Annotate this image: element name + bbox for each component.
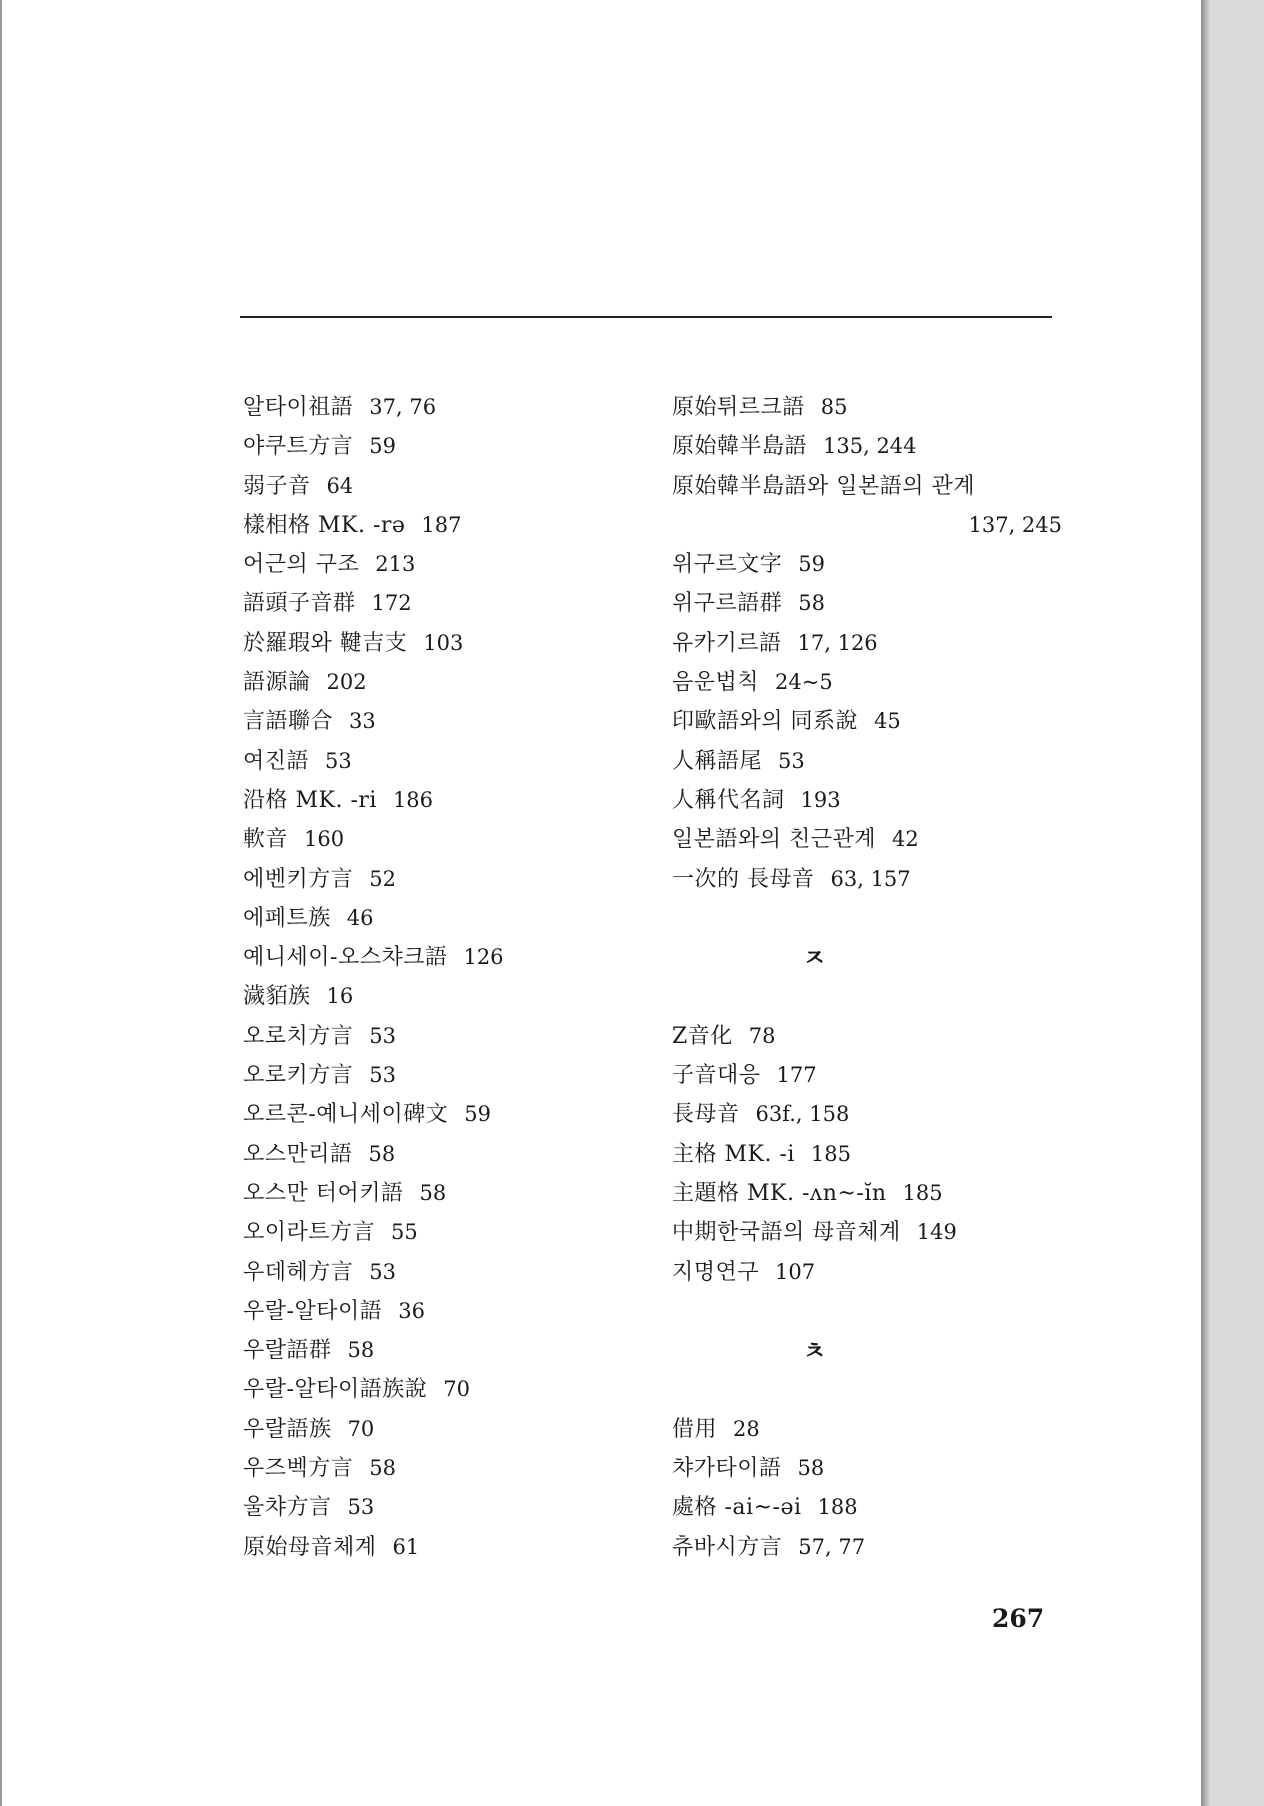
index-entry: [672, 1449, 1072, 1488]
index-entry: [672, 584, 1072, 623]
index-term: 軟音: [243, 827, 289, 853]
index-entry: [243, 467, 653, 506]
index-term: 主格 MK. -i: [672, 1141, 795, 1167]
index-entry: [672, 742, 1072, 781]
index-entry: [243, 1213, 653, 1252]
index-page-ref: 42: [892, 827, 919, 852]
index-term: 濊貊族: [243, 984, 311, 1010]
index-term: 우랄語群: [243, 1338, 332, 1364]
index-page-ref: 59: [369, 434, 396, 459]
index-term: 지명연구: [672, 1259, 760, 1285]
index-term: 弱子音: [243, 473, 311, 499]
index-term: 子音대응: [672, 1063, 761, 1089]
section-heading: ㅊ: [802, 1336, 827, 1366]
index-term: 主題格 MK. -ʌn~-ĭn: [672, 1180, 887, 1206]
index-term: 우랄-알타이語: [243, 1298, 383, 1324]
index-page-ref: 59: [464, 1102, 491, 1127]
index-term: 울챠方言: [243, 1495, 332, 1521]
index-term: 處格 -ai~-əi: [672, 1495, 802, 1521]
index-entry: [672, 1056, 1072, 1095]
index-term: 어근의 구조: [243, 552, 360, 578]
index-term: 음운법칙: [672, 670, 760, 696]
index-entry: [243, 1331, 653, 1370]
index-entry: [243, 663, 653, 702]
index-entry: [243, 702, 653, 741]
index-entry: [243, 820, 653, 859]
index-entry: [243, 1017, 653, 1056]
index-entry: [672, 820, 1072, 859]
index-entry: [672, 781, 1072, 820]
index-term: 우데헤方言: [243, 1259, 354, 1285]
index-term: 一次的 長母音: [672, 866, 815, 892]
index-page-ref: 137, 245: [968, 512, 1062, 537]
index-page-ref: 53: [369, 1259, 396, 1284]
index-entry: [243, 1449, 653, 1488]
index-entry: [672, 1213, 1072, 1252]
index-entry: [243, 388, 653, 427]
index-term: 原始韓半島語: [672, 434, 808, 460]
index-entry: [243, 1135, 653, 1174]
index-page-ref: 187: [421, 512, 462, 537]
index-entry: [672, 467, 1072, 506]
index-term: 印歐語와의 同系說: [672, 709, 858, 735]
header-rule: [240, 316, 1052, 318]
index-page-ref: 58: [369, 1456, 396, 1481]
index-page-ref: 33: [349, 709, 376, 734]
index-entry: [672, 1135, 1072, 1174]
section-gap: [672, 977, 1072, 1016]
index-page-ref: 58: [347, 1338, 375, 1363]
index-term: 위구르語群: [672, 591, 783, 617]
index-entry: [243, 584, 653, 623]
index-page-ref: 53: [369, 1023, 396, 1048]
index-entry: [672, 702, 1072, 741]
index-page-ref: 186: [392, 787, 434, 812]
index-page-ref: 58: [798, 591, 825, 616]
page-edge-shadow: [1201, 0, 1209, 1806]
section-gap: [672, 1370, 1072, 1409]
index-page-ref: 149: [916, 1220, 957, 1245]
index-term: 일본語와의 친근관계: [672, 827, 877, 853]
index-page-ref: 28: [733, 1416, 760, 1441]
index-page-ref: 78: [748, 1023, 776, 1048]
index-term: 原始母音체계: [243, 1534, 377, 1560]
index-term: 原始韓半島語와 일본語의 관계: [672, 473, 975, 499]
index-entry: [243, 781, 653, 820]
index-term: 오스만 터어키語: [243, 1180, 404, 1206]
index-page-ref: 58: [419, 1180, 447, 1205]
index-term: 原始튀르크語: [672, 395, 805, 420]
index-page-ref: 37, 76: [369, 395, 437, 419]
index-entry: [672, 1528, 1072, 1567]
index-term: 알타이祖語: [243, 395, 354, 420]
index-term: 오로치方言: [243, 1023, 354, 1049]
index-term: 人稱語尾: [672, 748, 763, 774]
index-page-ref: 58: [797, 1456, 825, 1481]
index-term: 유카기르語: [672, 630, 782, 656]
index-page-ref: 24~5: [775, 670, 833, 695]
index-page-ref: 70: [347, 1416, 375, 1441]
index-entry: [243, 742, 653, 781]
index-entry: [672, 1253, 1072, 1292]
index-entry: [672, 427, 1072, 466]
index-page-ref: 63f., 158: [755, 1102, 850, 1127]
index-term: 야쿠트方言: [243, 434, 354, 460]
index-term: 여진語: [243, 748, 310, 774]
index-page-ref: 185: [810, 1141, 852, 1166]
index-term: 語源論: [243, 670, 311, 696]
index-page-ref: 85: [820, 395, 848, 419]
index-term: 語頭子音群: [243, 591, 356, 617]
index-entry: [672, 506, 1072, 545]
index-page-ref: 160: [304, 827, 345, 852]
index-entry: [672, 1488, 1072, 1527]
index-page-ref: 185: [902, 1180, 943, 1205]
index-term: 言語聯合: [243, 709, 334, 735]
index-page-ref: 52: [369, 866, 396, 891]
index-entry: [243, 624, 653, 663]
index-entry: [243, 1174, 653, 1213]
index-term: 위구르文字: [672, 552, 783, 578]
index-entry: [243, 1488, 653, 1527]
index-page-ref: 177: [776, 1063, 817, 1088]
index-page-ref: 193: [800, 787, 841, 812]
index-term: 借用: [672, 1416, 718, 1442]
index-entry: [243, 545, 653, 584]
index-term: 長母音: [672, 1102, 740, 1128]
index-page-ref: 107: [775, 1259, 816, 1284]
index-term: 우즈벡方言: [243, 1456, 354, 1482]
index-entry: [672, 388, 1072, 427]
index-entry: [672, 663, 1072, 702]
index-term: 챠가타이語: [672, 1456, 782, 1482]
index-term: 오스만리語: [243, 1141, 353, 1167]
index-term: 우랄-알타이語族說: [243, 1377, 428, 1403]
index-page-ref: 213: [375, 552, 416, 577]
section-gap: [672, 1292, 1072, 1331]
index-term: 에벤키方言: [243, 866, 354, 892]
index-entry: [243, 1095, 653, 1134]
index-term: 에페트族: [243, 905, 331, 931]
index-entry: [243, 1056, 653, 1095]
index-entry: [243, 1292, 653, 1331]
index-page-ref: 57, 77: [798, 1534, 866, 1559]
index-page-ref: 64: [326, 473, 354, 498]
index-entry: [672, 1410, 1072, 1449]
index-term: 오로키方言: [243, 1063, 354, 1089]
index-page-ref: 202: [326, 670, 367, 695]
index-entry: [243, 938, 653, 977]
index-page-ref: 36: [398, 1298, 425, 1323]
index-page-ref: 61: [392, 1534, 420, 1559]
index-page-ref: 103: [423, 630, 464, 655]
index-page-ref: 16: [326, 984, 354, 1009]
index-term: Z音化: [672, 1023, 733, 1049]
index-entry: [672, 624, 1072, 663]
index-term: 예니세이-오스챠크語: [243, 945, 448, 971]
index-column-left: [243, 388, 653, 1567]
index-page-ref: 46: [346, 905, 374, 930]
index-page-ref: 55: [391, 1220, 418, 1245]
index-entry: [243, 1253, 653, 1292]
index-term: 於羅瑕와 鞬吉支: [243, 630, 408, 656]
index-term: 人稱代名詞: [672, 787, 785, 813]
index-entry: [672, 1095, 1072, 1134]
index-entry: [672, 1017, 1072, 1056]
index-entry: [243, 1528, 653, 1567]
index-entry: [243, 860, 653, 899]
index-page-ref: 63, 157: [830, 866, 911, 891]
index-page-ref: 188: [817, 1495, 858, 1520]
section-heading: ㅈ: [802, 943, 827, 973]
index-page-ref: 53: [778, 748, 805, 773]
index-page-ref: 53: [347, 1495, 375, 1520]
index-page-ref: 126: [463, 945, 504, 970]
index-page-ref: 58: [368, 1141, 396, 1166]
index-entry: [243, 977, 653, 1016]
index-page-ref: 17, 126: [797, 630, 878, 655]
index-page-ref: 172: [371, 591, 412, 616]
index-entry: [243, 427, 653, 466]
index-column-right: [672, 388, 1072, 1567]
index-term: 츄바시方言: [672, 1534, 783, 1560]
index-page-ref: 45: [874, 709, 901, 734]
page-number: 267: [992, 1604, 1045, 1633]
index-entry: [672, 545, 1072, 584]
index-term: 沿格 MK. -ri: [243, 787, 377, 813]
index-page-ref: 135, 244: [823, 434, 917, 459]
index-term: 오이라트方言: [243, 1220, 376, 1246]
index-entry: [243, 506, 653, 545]
index-entry: [672, 1174, 1072, 1213]
index-page-ref: 59: [798, 552, 825, 577]
index-page-ref: 53: [325, 748, 352, 773]
index-entry: [672, 860, 1072, 899]
index-entry: [243, 1410, 653, 1449]
index-page-ref: 53: [369, 1063, 396, 1088]
index-term: 樣相格 MK. -rə: [243, 512, 406, 538]
index-entry: [243, 1370, 653, 1409]
index-page-ref: 70: [443, 1377, 470, 1402]
index-term: 中期한국語의 母音체계: [672, 1220, 901, 1246]
index-entry: [243, 899, 653, 938]
section-gap: [672, 899, 1072, 938]
index-term: 우랄語族: [243, 1416, 332, 1442]
index-term: 오르콘-예니세이碑文: [243, 1102, 449, 1128]
